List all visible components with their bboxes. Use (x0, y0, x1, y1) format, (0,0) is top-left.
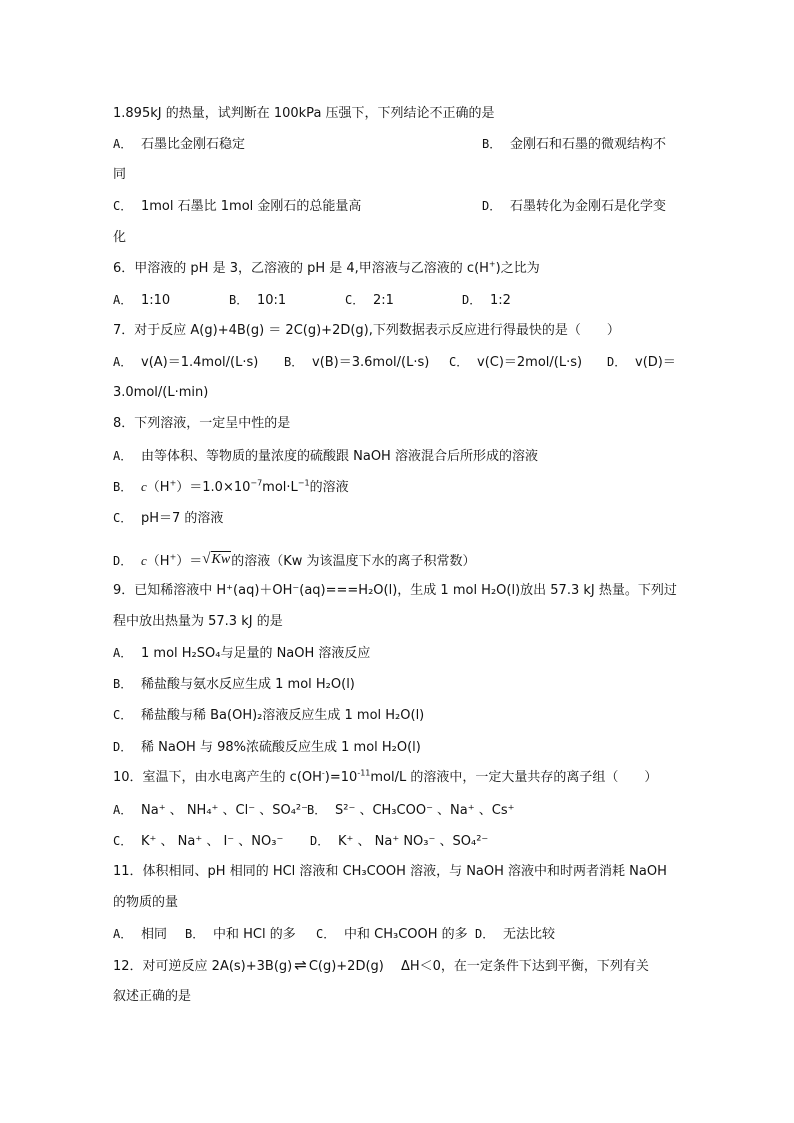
option-sup: + (169, 478, 177, 488)
q6-stem-post: )之比为 (495, 261, 540, 276)
q7-option-b (284, 354, 429, 371)
q9-stem-text: 9．已知稀溶液中 H⁺(aq)＋OH⁻(aq)===H₂O(l)，生成 1 mol H₂O(l)放出 57.3 kJ 热量。下列过 (113, 583, 677, 598)
q12-stem-post: C(g)+2D(g) ΔH＜0，在一定条件下达到平衡，下列有关 (308, 959, 649, 974)
option-label: A． (113, 803, 133, 817)
q5-stem (113, 106, 495, 122)
option-text-wrap: 化 (113, 230, 127, 245)
option-text: v(D)＝ (635, 355, 676, 370)
q11-option-b (185, 926, 296, 943)
option-text-post: ）＝ (176, 554, 203, 569)
option-label: C． (316, 927, 336, 941)
option-text: 10:1 (257, 293, 287, 308)
q10-stem-post: mol/L 的溶液中，一定大量共存的离子组（ ） (370, 770, 658, 785)
option-label: A． (113, 449, 133, 463)
q11-option-c (316, 926, 468, 943)
q6-option-a (113, 292, 170, 309)
option-text: 由等体积、等物质的量浓度的硫酸跟 NaOH 溶液混合后所形成的溶液 (141, 449, 538, 464)
option-text: 无法比较 (503, 927, 556, 942)
option-exp: −7 (250, 478, 263, 488)
q11-stem-line2 (113, 895, 178, 911)
q8-stem (113, 416, 290, 432)
q9-option-d (113, 739, 421, 756)
option-label: C． (113, 511, 133, 525)
option-label: C． (345, 293, 365, 307)
q10-option-d (310, 833, 488, 850)
q9-stem-line1 (113, 583, 677, 599)
q9-stem-text-2: 程中放出热量为 57.3 kJ 的是 (113, 614, 283, 629)
q8-option-a (113, 448, 538, 465)
q11-option-d (475, 926, 555, 943)
q8-option-c (113, 510, 223, 527)
option-text: Na⁺ 、 NH₄⁺ 、Cl⁻ 、SO₄²⁻ (141, 803, 308, 818)
option-label: D． (607, 355, 627, 369)
option-text: 2:1 (373, 293, 394, 308)
q7-option-a (113, 354, 258, 371)
q12-stem-pre: 12．对可逆反应 2A(s)+3B(g) (113, 959, 293, 974)
q5-option-c (113, 198, 361, 215)
q8-stem-text: 8．下列溶液，一定呈中性的是 (113, 416, 291, 431)
option-text: S²⁻ 、CH₃COO⁻ 、Na⁺ 、Cs⁺ (335, 803, 515, 818)
option-label: D． (475, 927, 495, 941)
option-text: 稀 NaOH 与 98%浓硫酸反应生成 1 mol H₂O(l) (141, 740, 421, 755)
option-label: B． (185, 927, 205, 941)
option-label: B． (113, 480, 133, 494)
option-text: v(A)＝1.4mol/(L·s) (141, 355, 259, 370)
option-text-wrap: 同 (113, 167, 127, 182)
option-text-h: （H (146, 554, 170, 569)
equilibrium-arrow-icon: ⇌ (294, 956, 307, 974)
option-text: K⁺ 、 Na⁺ NO₃⁻ 、SO₄²⁻ (338, 834, 489, 849)
q6-option-c (345, 292, 394, 309)
q10-option-a (113, 802, 308, 819)
option-label: C． (113, 834, 133, 848)
option-text: 1:2 (490, 293, 511, 308)
option-label: B． (284, 355, 304, 369)
q9-option-a (113, 645, 370, 662)
option-text: 石墨转化为金刚石是化学变 (510, 199, 667, 214)
q6-stem-sup: + (488, 259, 496, 269)
option-text: 1 mol H₂SO₄与足量的 NaOH 溶液反应 (141, 646, 371, 661)
option-text: 石墨比金刚石稳定 (141, 137, 246, 152)
option-text: 稀盐酸与稀 Ba(OH)₂溶液反应生成 1 mol H₂O(l) (141, 708, 425, 723)
q6-stem (113, 261, 540, 277)
q7-option-c (449, 354, 582, 371)
q6-option-b (229, 292, 286, 309)
option-label: C． (449, 355, 469, 369)
option-label: A． (113, 646, 133, 660)
q8-option-d (113, 551, 476, 570)
q11-stem-text-2: 的物质的量 (113, 895, 179, 910)
sqrt-content: Kw (211, 552, 231, 567)
option-text: 1mol 石墨比 1mol 金刚石的总能量高 (141, 199, 362, 214)
q9-option-c (113, 707, 424, 724)
option-label: C． (113, 708, 133, 722)
q5-option-d-wrap (113, 230, 126, 246)
q7-option-d-wrap (113, 385, 208, 401)
option-label: D． (482, 199, 502, 213)
q10-option-c (113, 833, 283, 850)
option-text: 相同 (141, 927, 168, 942)
q12-stem (113, 957, 649, 975)
concentration-symbol: c (141, 479, 147, 494)
q12-stem-text-2: 叙述正确的是 (113, 989, 192, 1004)
q6-stem-pre: 6．甲溶液的 pH 是 3，乙溶液的 pH 是 4,甲溶液与乙溶液的 c(H (113, 261, 489, 276)
q11-stem-line1 (113, 864, 667, 880)
option-tail: 的溶液（Kw 为该温度下水的离子积常数） (231, 554, 476, 569)
square-root-icon: √Kw (202, 551, 231, 567)
option-text: K⁺ 、 Na⁺ 、 I⁻ 、NO₃⁻ (141, 834, 284, 849)
q5-stem-text: 1.895kJ 的热量，试判断在 100kPa 压强下，下列结论不正确的是 (113, 106, 495, 121)
q7-stem-text: 7．对于反应 A(g)+4B(g) ＝ 2C(g)+2D(g),下列数据表示反应进行得最快的是（ ） (113, 323, 620, 338)
option-label: A． (113, 137, 133, 151)
q10-sup1: - (321, 768, 325, 778)
q10-sup2: -11 (357, 768, 371, 778)
option-unit: mol·L (262, 480, 298, 495)
option-text-wrap: 3.0mol/(L·min) (113, 385, 209, 400)
option-text: 1:10 (141, 293, 171, 308)
option-label: A． (113, 293, 133, 307)
option-text: pH＝7 的溶液 (141, 511, 224, 526)
option-text: 中和 CH₃COOH 的多 (344, 927, 468, 942)
q8-option-b (113, 479, 349, 496)
option-text: 金刚石和石墨的微观结构不 (510, 137, 667, 152)
q6-option-d (462, 292, 511, 309)
q12-stem-line2 (113, 989, 191, 1005)
option-text: 中和 HCl 的多 (213, 927, 296, 942)
q9-stem-line2 (113, 614, 283, 630)
option-label: A． (113, 927, 133, 941)
option-tail: 的溶液 (309, 480, 349, 495)
concentration-symbol: c (141, 553, 147, 568)
option-text-post: ）＝1.0×10 (176, 480, 251, 495)
option-label: C． (113, 199, 133, 213)
q10-stem-mid: )=10 (324, 770, 358, 785)
q10-stem-pre: 10．室温下，由水电离产生的 c(OH (113, 770, 322, 785)
q10-option-b (307, 802, 514, 819)
option-label: D． (113, 554, 133, 568)
q5-option-a (113, 136, 245, 153)
q5-option-b-wrap (113, 167, 126, 183)
q9-option-b (113, 676, 355, 693)
q7-option-d (607, 354, 676, 371)
option-text: 稀盐酸与氨水反应生成 1 mol H₂O(l) (141, 677, 355, 692)
q11-stem-text: 11．体积相同、pH 相同的 HCl 溶液和 CH₃COOH 溶液，与 NaOH 溶液中和时两者消耗 NaOH (113, 864, 667, 879)
option-label: B． (482, 137, 502, 151)
option-text: v(B)＝3.6mol/(L·s) (312, 355, 430, 370)
option-label: B． (307, 803, 327, 817)
q7-stem (113, 323, 620, 339)
option-label: B． (113, 677, 133, 691)
option-text: v(C)＝2mol/(L·s) (477, 355, 583, 370)
option-text-h: （H (146, 480, 170, 495)
option-sup: + (169, 552, 177, 562)
option-label: D． (310, 834, 330, 848)
option-label: D． (113, 740, 133, 754)
option-label: A． (113, 355, 133, 369)
option-label: B． (229, 293, 249, 307)
option-unit-exp: −1 (297, 478, 310, 488)
q5-option-b (482, 136, 666, 153)
q5-option-d (482, 198, 666, 215)
option-label: D． (462, 293, 482, 307)
q11-option-a (113, 926, 167, 943)
q10-stem (113, 770, 657, 786)
